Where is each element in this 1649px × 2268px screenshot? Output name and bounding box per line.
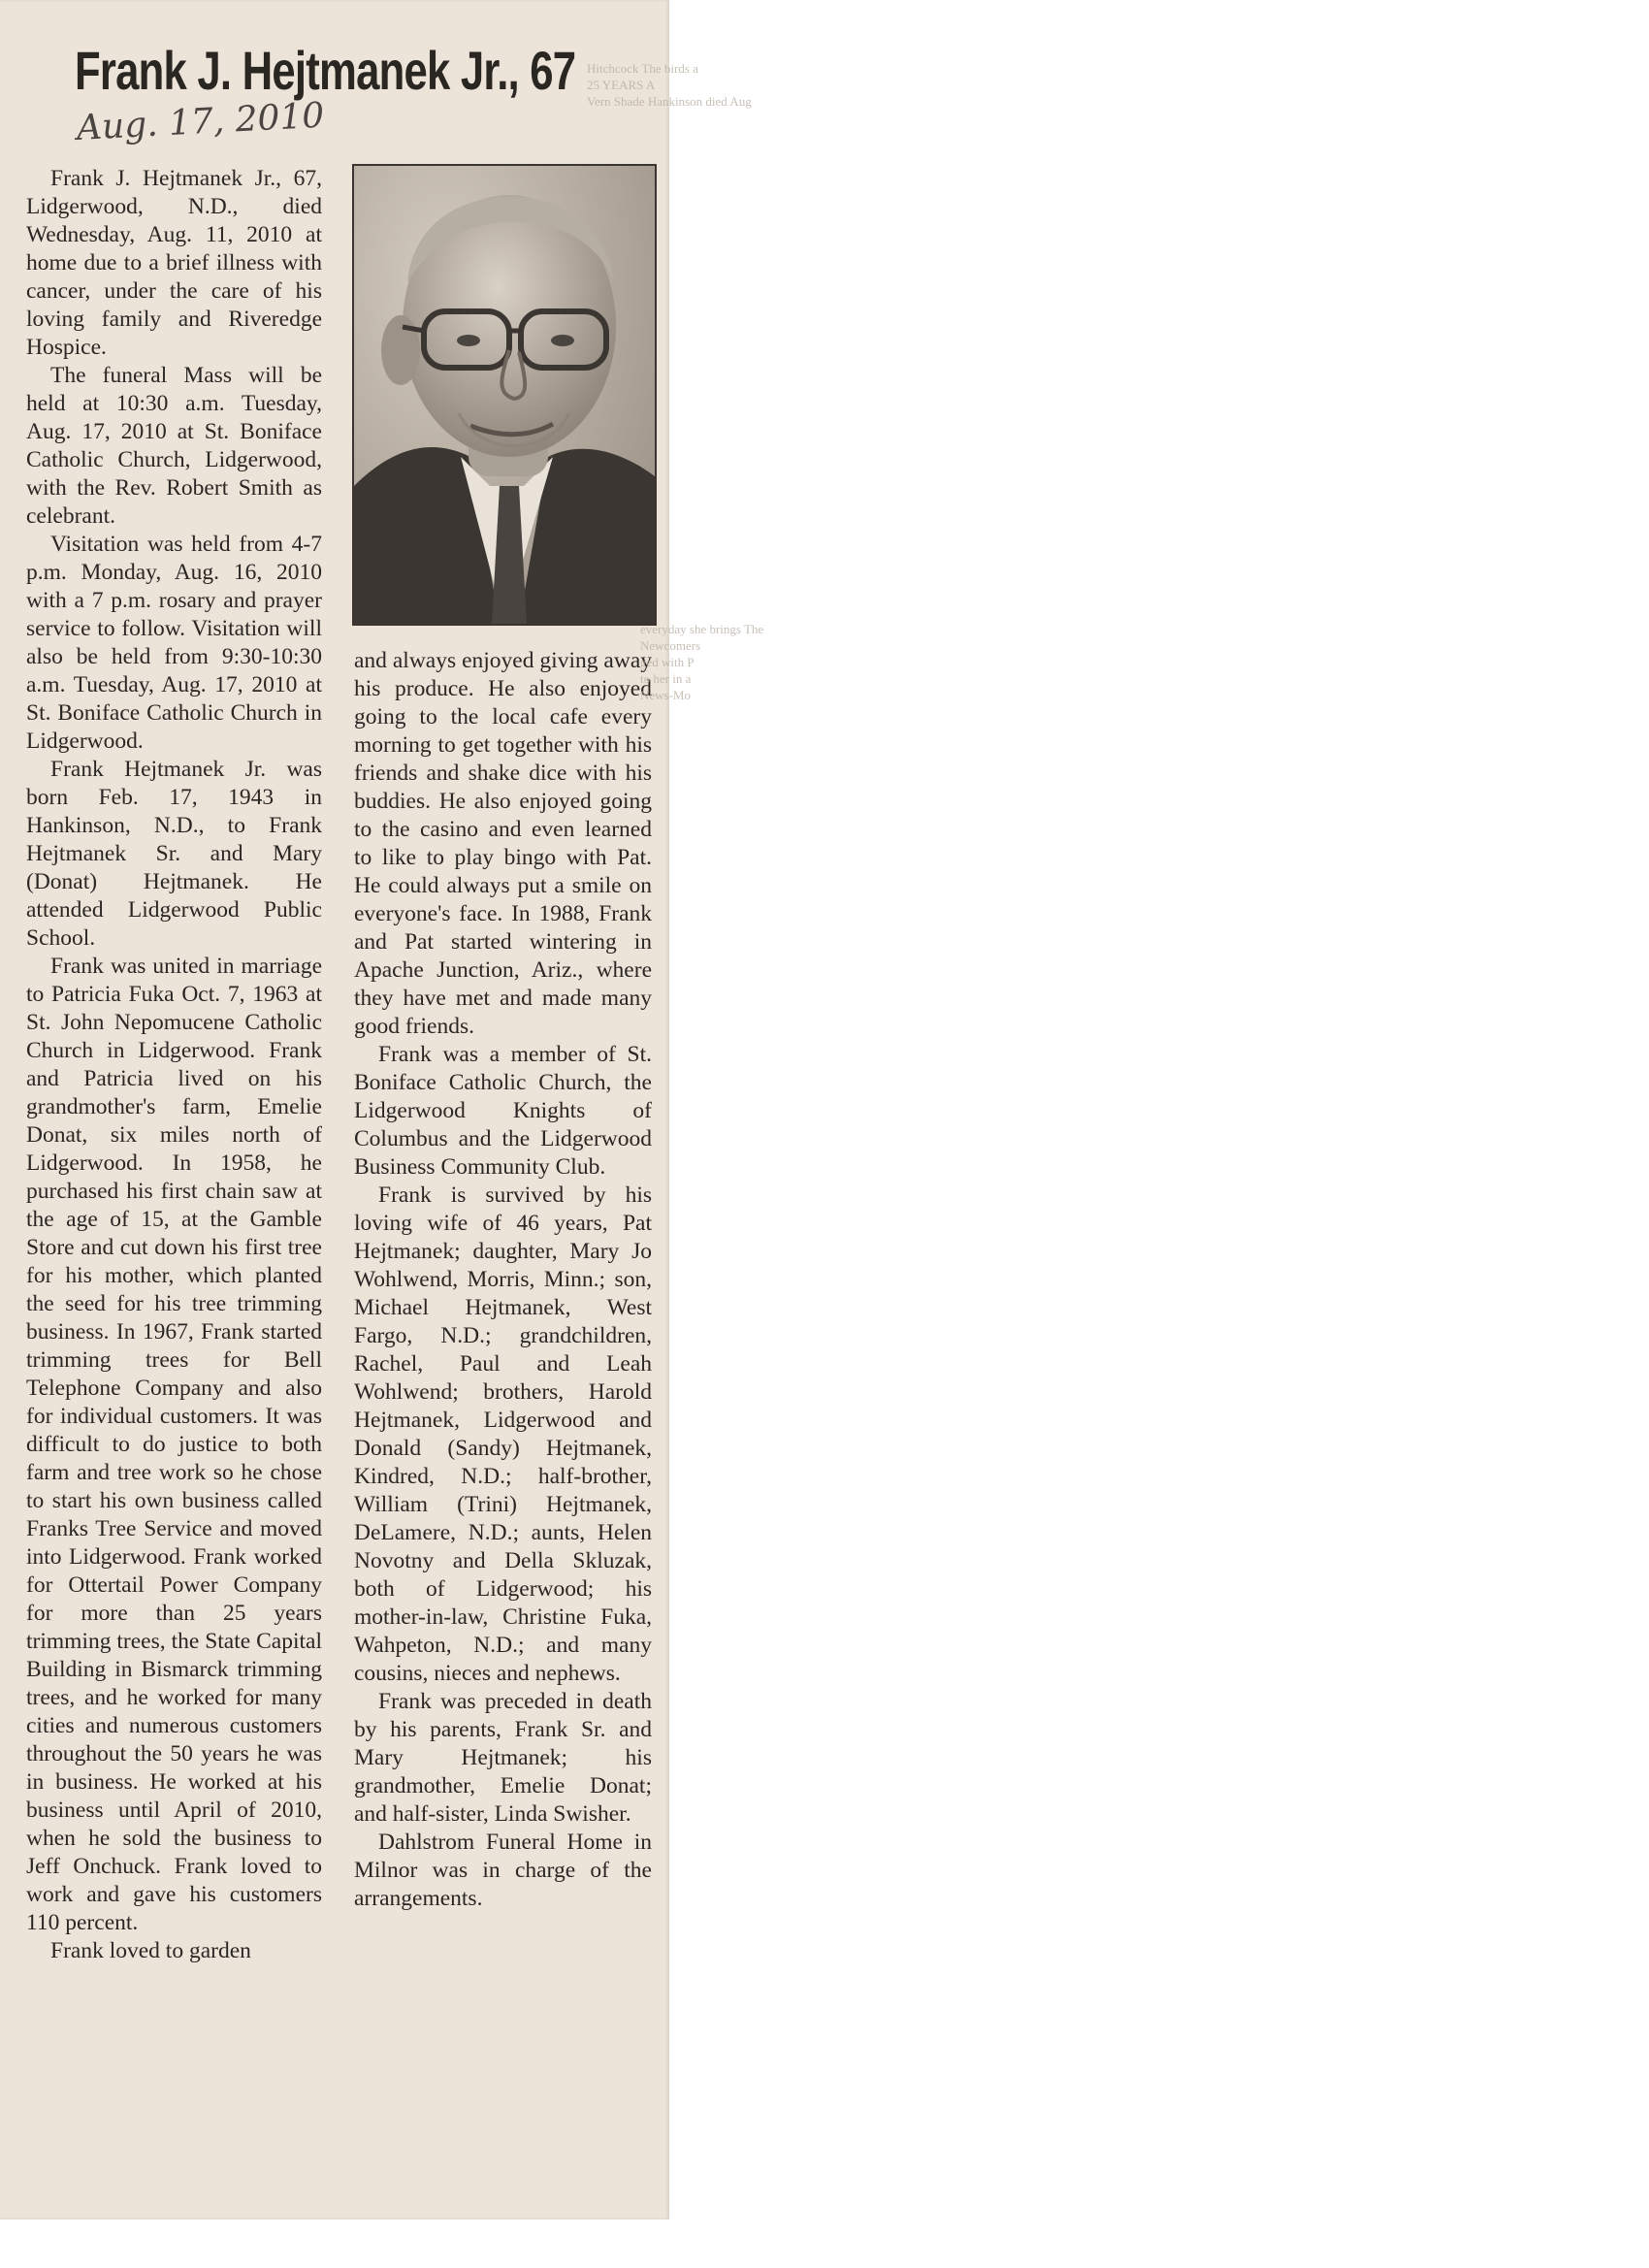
bleed-line: Vern Shade Hankinson died Aug (587, 94, 752, 109)
bleed-through-text (587, 60, 752, 110)
obituary-paragraph: Frank was united in marriage to Patricia Fuka Oct. 7, 1963 at St. John Nepomucene Catholic Church in Lidgerwood. Frank and Patricia lived on his grandmother's farm, Emelie Donat, six miles north of Lidgerwood. In 1958, he purchased his first chain saw at the age of 15, at the Gamble Store and cut down his first tree for his mother, which planted the seed for his tree trimming business. In 1967, Frank started trimming trees for Bell Telephone Company and also for individual customers. It was difficult to do justice to both farm and tree work so he chose to start his own business called Franks Tree Service and moved into Lidgerwood. Frank worked for Ottertail Power Company for more than 25 years trimming trees, the State Capital Building in Bismarck trimming trees, and he worked for many cities and numerous customers throughout the 50 years he was in business. He worked at his business until April of 2010, when he sold the business to Jeff Onchuck. Frank loved to work and gave his customers 110 percent. (26, 954, 322, 1935)
obituary-column-2 (354, 647, 652, 1913)
bleed-line: Hitchcock The birds a (587, 61, 698, 76)
obituary-paragraph: The funeral Mass will be held at 10:30 a.m. Tuesday, Aug. 17, 2010 at St. Boniface Catholic Church, Lidgerwood, with the Rev. Robert Smith as celebrant. (26, 363, 322, 529)
bleed-line: Newcomers (640, 638, 701, 653)
obituary-paragraph: Dahlstrom Funeral Home in Milnor was in charge of the arrangements. (354, 1830, 652, 1911)
obituary-paragraph: Frank loved to garden (50, 1938, 251, 1963)
handwritten-date: Aug. 17, 2010 (76, 95, 326, 148)
bleed-line: ged with P (640, 655, 695, 669)
obituary-paragraph: Frank was preceded in death by his parents, Frank Sr. and Mary Hejtmanek; his grandmother, Emelie Donat; and half-sister, Linda Swisher. (354, 1689, 652, 1827)
obituary-paragraph: Frank J. Hejtmanek Jr., 67, Lidgerwood, N.D., died Wednesday, Aug. 11, 2010 at home due to a brief illness with cancer, under the care of his loving family and Riveredge Hospice. (26, 166, 322, 360)
portrait-icon (354, 166, 655, 624)
obituary-paragraph: Frank Hejtmanek Jr. was born Feb. 17, 1943 in Hankinson, N.D., to Frank Hejtmanek Sr. and Mary (Donat) Hejtmanek. He attended Lidgerwood Public School. (26, 757, 322, 951)
obituary-column-1 (26, 165, 322, 1965)
obituary-paragraph: Frank was a member of St. Boniface Catholic Church, the Lidgerwood Knights of Columbus and the Lidgerwood Business Community Club. (354, 1042, 652, 1180)
obituary-paragraph: Frank is survived by his loving wife of 46 years, Pat Hejtmanek; daughter, Mary Jo Wohlwend, Morris, Minn.; son, Michael Hejtmanek, West Fargo, N.D.; grandchildren, Rachel, Paul and Leah Wohlwend; brothers, Harold Hejtmanek, Lidgerwood and Donald (Sandy) Hejtmanek, Kindred, N.D.; half-brother, William (Trini) Hejtmanek, DeLamere, N.D.; aunts, Helen Novotny and Della Skluzak, both of Lidgerwood; his mother-in-law, Christine Fuka, Wahpeton, N.D.; and many cousins, nieces and nephews. (354, 1183, 652, 1686)
bleed-line: News-Mo (640, 688, 691, 702)
bleed-line: to her in a (640, 671, 692, 686)
bleed-line: everyday she brings The (640, 622, 764, 636)
obituary-paragraph: and always enjoyed giving away his produce. He also enjoyed going to the local cafe every morning to get together with his friends and shake dice with his buddies. He also enjoyed going to the casino and even learned to like to play bingo with Pat. He could always put a smile on everyone's face. In 1988, Frank and Pat started wintering in Apache Junction, Ariz., where they have met and made many good friends. (354, 648, 652, 1039)
obituary-paragraph: Visitation was held from 4-7 p.m. Monday, Aug. 16, 2010 with a 7 p.m. rosary and prayer service to follow. Visitation will also be held from 9:30-10:30 a.m. Tuesday, Aug. 17, 2010 at St. Boniface Catholic Church in Lidgerwood. (26, 532, 322, 754)
portrait-photo (352, 164, 657, 626)
newspaper-clipping (0, 0, 764, 2219)
bleed-line: 25 YEARS A (587, 78, 656, 92)
bleed-through-text (640, 621, 764, 703)
obituary-headline: Frank J. Hejtmanek Jr., 67 (75, 40, 576, 101)
